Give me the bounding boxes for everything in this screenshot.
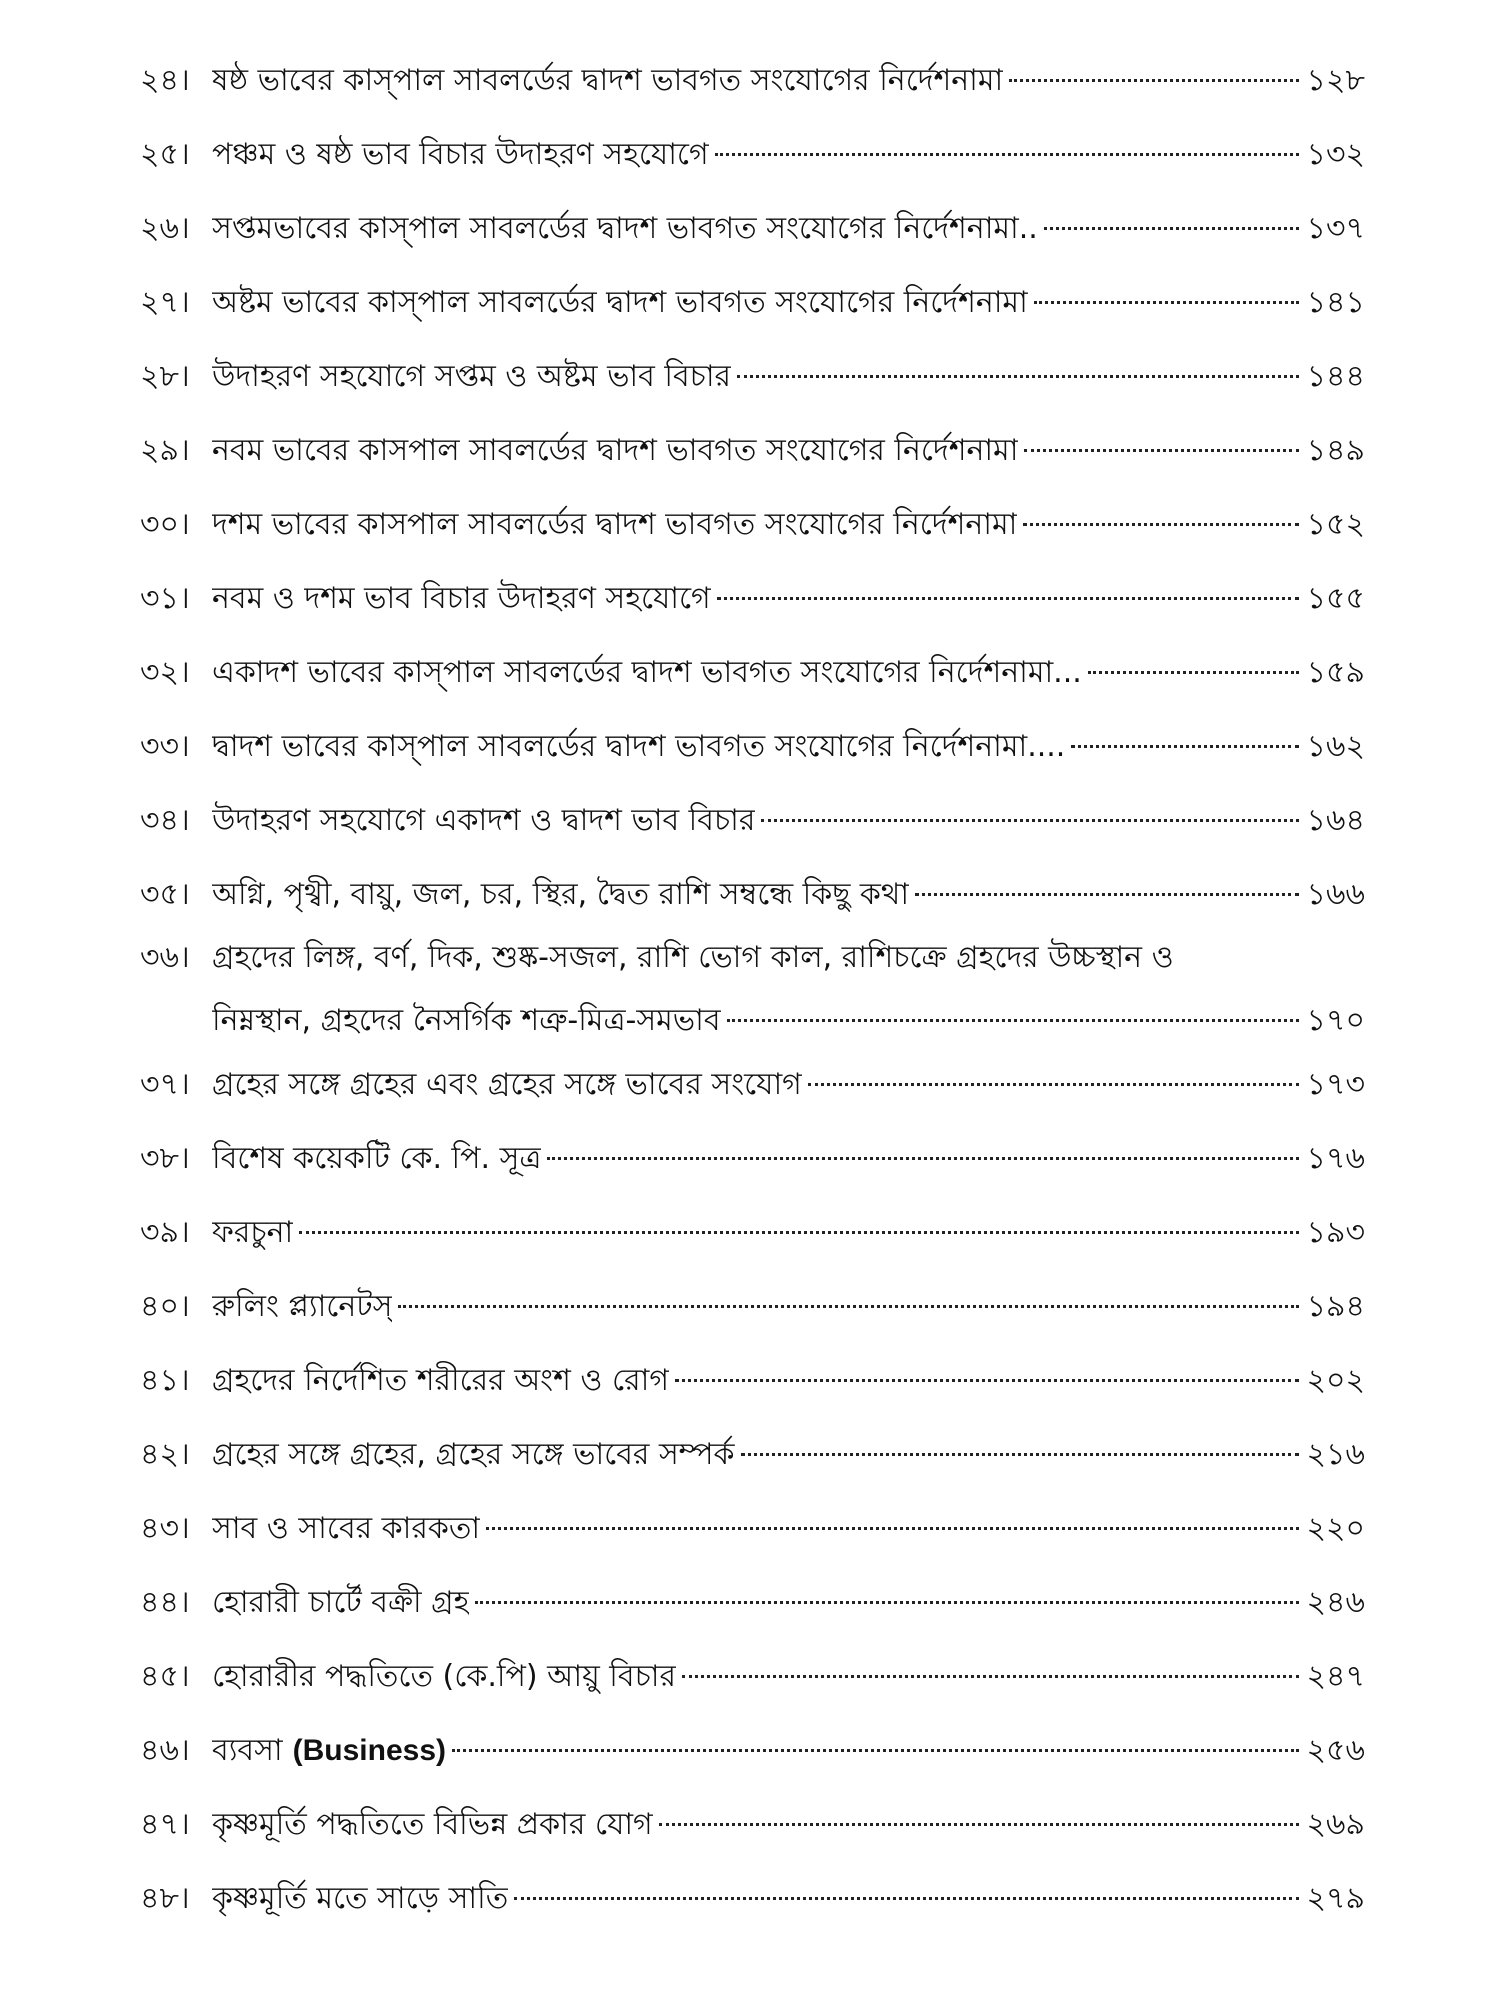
entry-number: ২৫। bbox=[140, 137, 190, 172]
dot-leader bbox=[514, 1868, 1299, 1908]
entry-number: ৩৮। bbox=[140, 1141, 190, 1176]
toc-entry-41 bbox=[140, 1350, 1365, 1424]
entry-page: ১২৮ bbox=[1306, 63, 1365, 98]
dot-leader bbox=[1071, 716, 1299, 756]
entry-number: ৪৪। bbox=[140, 1585, 190, 1620]
entry-page: ২৫৬ bbox=[1306, 1733, 1365, 1768]
entry-second-line bbox=[140, 990, 1365, 1042]
toc-entry-27 bbox=[140, 272, 1365, 346]
toc-entry-42 bbox=[140, 1424, 1365, 1498]
table-of-contents bbox=[140, 50, 1365, 1942]
dot-leader bbox=[915, 864, 1299, 904]
dot-leader bbox=[475, 1572, 1299, 1612]
entry-number: ৪১। bbox=[140, 1363, 190, 1398]
toc-entry-43 bbox=[140, 1498, 1365, 1572]
dot-leader bbox=[398, 1276, 1299, 1316]
entry-title: হোরারীর পদ্ধতিতে (কে.পি) আয়ু বিচার bbox=[212, 1659, 676, 1694]
entry-number: ২৬। bbox=[140, 211, 190, 246]
toc-entry-45 bbox=[140, 1646, 1365, 1720]
dot-leader bbox=[741, 1424, 1299, 1464]
dot-leader bbox=[715, 124, 1299, 164]
dot-leader bbox=[1009, 50, 1299, 90]
entry-page: ১৬৪ bbox=[1306, 803, 1365, 838]
entry-number: ২৭। bbox=[140, 285, 190, 320]
dot-leader bbox=[1034, 272, 1299, 312]
entry-page: ২১৬ bbox=[1306, 1437, 1365, 1472]
entry-page: ১৫৫ bbox=[1306, 581, 1365, 616]
toc-entry-34 bbox=[140, 790, 1365, 864]
entry-page: ২৭৯ bbox=[1306, 1881, 1365, 1916]
entry-page: ১৭০ bbox=[1306, 1003, 1365, 1038]
entry-page: ১৫২ bbox=[1306, 507, 1365, 542]
dot-leader bbox=[737, 346, 1299, 386]
dot-leader bbox=[1044, 198, 1299, 238]
entry-page: ২৪৬ bbox=[1306, 1585, 1365, 1620]
entry-number: ৩৫। bbox=[140, 877, 190, 912]
entry-title: গ্রহদের নির্দেশিত শরীরের অংশ ও রোগ bbox=[212, 1363, 670, 1398]
entry-page: ১৪১ bbox=[1306, 285, 1365, 320]
entry-title: কৃষ্ণমূর্তি মতে সাড়ে সাতি bbox=[212, 1881, 509, 1916]
entry-title: হোরারী চার্টে বক্রী গ্রহ bbox=[212, 1585, 470, 1620]
entry-title: ফরচুনা bbox=[212, 1215, 294, 1250]
dot-leader bbox=[717, 568, 1299, 608]
dot-leader bbox=[452, 1720, 1299, 1760]
dot-leader bbox=[808, 1054, 1299, 1094]
entry-page: ১৭৩ bbox=[1306, 1067, 1365, 1102]
toc-entry-24 bbox=[140, 50, 1365, 124]
entry-page: ১৬৬ bbox=[1306, 877, 1365, 912]
dot-leader bbox=[547, 1128, 1299, 1168]
entry-number: ২৮। bbox=[140, 359, 190, 394]
dot-leader bbox=[727, 990, 1299, 1030]
toc-entry-48 bbox=[140, 1868, 1365, 1942]
toc-entry-25 bbox=[140, 124, 1365, 198]
entry-number: ৪০। bbox=[140, 1289, 190, 1324]
entry-page: ১৪৪ bbox=[1306, 359, 1365, 394]
entry-first-line bbox=[140, 938, 1365, 990]
entry-number: ৪৭। bbox=[140, 1807, 190, 1842]
entry-title: উদাহরণ সহযোগে একাদশ ও দ্বাদশ ভাব বিচার bbox=[212, 803, 756, 838]
toc-entry-33 bbox=[140, 716, 1365, 790]
entry-page: ১৩৭ bbox=[1306, 211, 1365, 246]
toc-entry-31 bbox=[140, 568, 1365, 642]
entry-title: গ্রহদের লিঙ্গ, বর্ণ, দিক, শুষ্ক-সজল, রাশি ভোগ কাল, রাশিচক্রে গ্রহদের উচ্চস্থান ও bbox=[212, 940, 1174, 975]
toc-entry-26 bbox=[140, 198, 1365, 272]
entry-title-continued: নিম্নস্থান, গ্রহদের নৈসর্গিক শত্রু-মিত্র-সমভাব bbox=[212, 1003, 721, 1038]
entry-page: ২৬৯ bbox=[1306, 1807, 1365, 1842]
entry-title: রুলিং প্ল্যানেটস্‌ bbox=[212, 1289, 393, 1324]
entry-number: ৪৫। bbox=[140, 1659, 190, 1694]
dot-leader bbox=[1024, 420, 1299, 460]
toc-entry-36 bbox=[140, 938, 1365, 1054]
toc-entry-39 bbox=[140, 1202, 1365, 1276]
dot-leader bbox=[299, 1202, 1299, 1242]
entry-title: দ্বাদশ ভাবের কাস্‌পাল সাবলর্ডের দ্বাদশ ভাবগত সংযোগের নির্দেশনামা.... bbox=[212, 729, 1066, 764]
entry-title: অগ্নি, পৃথ্বী, বায়ু, জল, চর, স্থির, দ্বৈত রাশি সম্বন্ধে কিছু কথা bbox=[212, 877, 910, 912]
entry-number: ৩৪। bbox=[140, 803, 190, 838]
toc-entry-35 bbox=[140, 864, 1365, 938]
entry-title: ব্যবসা bbox=[212, 1733, 283, 1768]
toc-entry-40 bbox=[140, 1276, 1365, 1350]
entry-page: ১৯৩ bbox=[1306, 1215, 1365, 1250]
entry-page: ১৬২ bbox=[1306, 729, 1365, 764]
entry-number: ৪৩। bbox=[140, 1511, 190, 1546]
entry-page: ২২০ bbox=[1306, 1511, 1365, 1546]
entry-number: ২৯। bbox=[140, 433, 190, 468]
entry-title: নবম ভাবের কাসপাল সাবলর্ডের দ্বাদশ ভাবগত সংযোগের নির্দেশনামা bbox=[212, 433, 1019, 468]
entry-title: সপ্তমভাবের কাস্‌পাল সাবলর্ডের দ্বাদশ ভাবগত সংযোগের নির্দেশনামা.. bbox=[212, 211, 1038, 246]
entry-number: ৩৩। bbox=[140, 729, 190, 764]
entry-page: ২৪৭ bbox=[1306, 1659, 1365, 1694]
entry-page: ১৭৬ bbox=[1306, 1141, 1365, 1176]
entry-title: নবম ও দশম ভাব বিচার উদাহরণ সহযোগে bbox=[212, 581, 711, 616]
entry-number: ৪২। bbox=[140, 1437, 190, 1472]
dot-leader bbox=[682, 1646, 1299, 1686]
entry-title: সাব ও সাবের কারকতা bbox=[212, 1511, 481, 1546]
dot-leader bbox=[1023, 494, 1299, 534]
toc-entry-32 bbox=[140, 642, 1365, 716]
entry-page: ১৩২ bbox=[1306, 137, 1365, 172]
toc-entry-47 bbox=[140, 1794, 1365, 1868]
dot-leader bbox=[486, 1498, 1299, 1538]
entry-title: পঞ্চম ও ষষ্ঠ ভাব বিচার উদাহরণ সহযোগে bbox=[212, 137, 709, 172]
entry-title: দশম ভাবের কাসপাল সাবলর্ডের দ্বাদশ ভাবগত সংযোগের নির্দেশনামা bbox=[212, 507, 1018, 542]
entry-title: গ্রহের সঙ্গে গ্রহের এবং গ্রহের সঙ্গে ভাবের সংযোগ bbox=[212, 1067, 802, 1102]
entry-page: ১৫৯ bbox=[1306, 655, 1365, 690]
entry-page: ১৪৯ bbox=[1306, 433, 1365, 468]
dot-leader bbox=[1088, 642, 1299, 682]
entry-number: ৩১। bbox=[140, 581, 190, 616]
dot-leader bbox=[761, 790, 1299, 830]
entry-title: গ্রহের সঙ্গে গ্রহের, গ্রহের সঙ্গে ভাবের সম্পর্ক bbox=[212, 1437, 735, 1472]
entry-number: ৩২। bbox=[140, 655, 190, 690]
toc-entry-44 bbox=[140, 1572, 1365, 1646]
toc-entry-37 bbox=[140, 1054, 1365, 1128]
entry-number: ৩০। bbox=[140, 507, 190, 542]
entry-title: অষ্টম ভাবের কাস্‌পাল সাবলর্ডের দ্বাদশ ভাবগত সংযোগের নির্দেশনামা bbox=[212, 285, 1028, 320]
entry-page: ১৯৪ bbox=[1306, 1289, 1365, 1324]
toc-entry-38 bbox=[140, 1128, 1365, 1202]
entry-title-english: (Business) bbox=[292, 1734, 446, 1767]
entry-number: ৩৯। bbox=[140, 1215, 190, 1250]
dot-leader bbox=[675, 1350, 1299, 1390]
dot-leader bbox=[659, 1794, 1299, 1834]
entry-title: উদাহরণ সহযোগে সপ্তম ও অষ্টম ভাব বিচার bbox=[212, 359, 732, 394]
toc-entry-30 bbox=[140, 494, 1365, 568]
entry-number: ২৪। bbox=[140, 63, 190, 98]
entry-title: কৃষ্ণমূর্তি পদ্ধতিতে বিভিন্ন প্রকার যোগ bbox=[212, 1807, 653, 1842]
toc-entry-29 bbox=[140, 420, 1365, 494]
entry-number: ৪৬। bbox=[140, 1733, 190, 1768]
entry-number: ৩৬। bbox=[140, 940, 190, 975]
entry-title: বিশেষ কয়েকটি কে. পি. সূত্র bbox=[212, 1141, 542, 1176]
entry-title: একাদশ ভাবের কাস্‌পাল সাবলর্ডের দ্বাদশ ভাবগত সংযোগের নির্দেশনামা... bbox=[212, 655, 1082, 690]
entry-page: ২০২ bbox=[1306, 1363, 1365, 1398]
entry-number: ৪৮। bbox=[140, 1881, 190, 1916]
toc-entry-28 bbox=[140, 346, 1365, 420]
entry-number: ৩৭। bbox=[140, 1067, 190, 1102]
entry-title: ষষ্ঠ ভাবের কাস্‌পাল সাবলর্ডের দ্বাদশ ভাবগত সংযোগের নির্দেশনামা bbox=[212, 63, 1004, 98]
toc-entry-46 bbox=[140, 1720, 1365, 1794]
